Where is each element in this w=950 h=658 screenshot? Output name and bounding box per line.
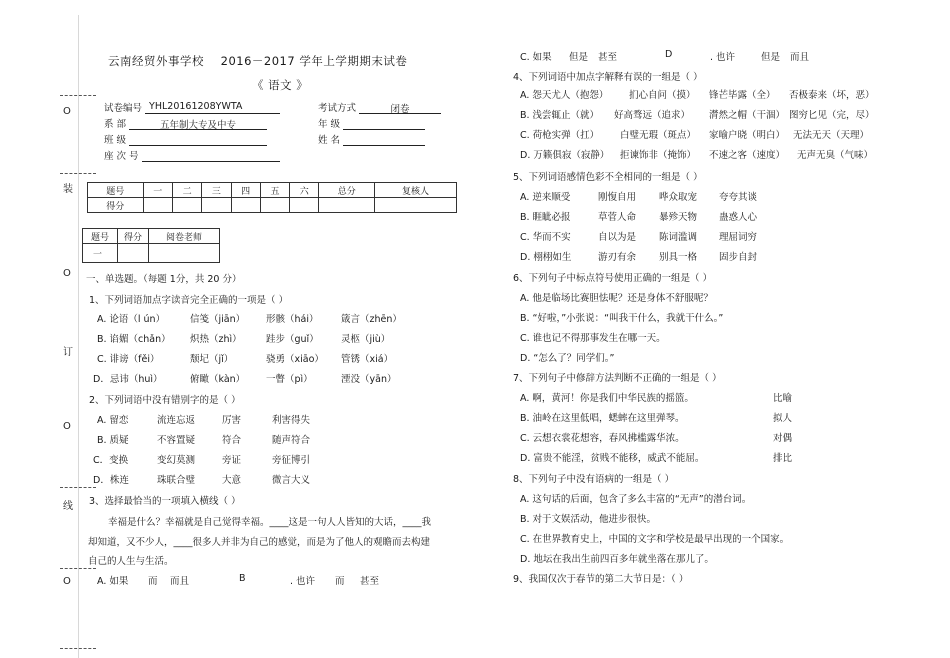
option-4c-2: 白璧无瑕（斑点） <box>620 130 697 141</box>
option-4b-3: 潸然之帽（干涸） <box>709 110 786 121</box>
option-5b-4: 蛊惑人心 <box>719 212 758 223</box>
option-3c-3: 甚至 <box>598 52 618 63</box>
question-2: 2、下列词语中没有错别字的是（ ） <box>89 395 241 406</box>
option-8a[interactable]: A. 这句话的后面，包含了多么丰富的“无声”的潜台词。 <box>520 494 752 505</box>
option-4d-4: 无声无臭（气味） <box>797 150 874 161</box>
option-8d[interactable]: D. 地坛在我出生前四百多年就坐落在那儿了。 <box>520 554 714 565</box>
option-4b-2: 好高骛远（追求） <box>614 110 691 121</box>
option-2a-2: 流连忘返 <box>157 415 196 426</box>
score-table-score-row <box>88 198 457 213</box>
section-heading: 一、单选题。（每题 1分，共 20 分） <box>86 274 242 285</box>
binding-dash <box>60 568 96 569</box>
school-year: 2016－2017 学年上学期期末试卷 <box>220 54 408 68</box>
option-1d-3: 一瞥（pì） <box>266 374 313 385</box>
option-7a[interactable]: A. 啊，黄河！你是我们中华民族的摇篮。 <box>520 393 694 404</box>
option-7d[interactable]: D. 富贵不能淫，贫贱不能移，威武不能屈。 <box>520 453 705 464</box>
grader-table-cell: 得分 <box>118 229 149 244</box>
binding-dash <box>60 487 96 488</box>
score-table-cell: 四 <box>231 183 260 198</box>
option-5b-2: 草菅人命 <box>598 212 637 223</box>
option-6a[interactable]: A. 他是临场比赛胆怯呢？还是身体不舒服呢？ <box>520 293 713 304</box>
option-1c-1[interactable]: C. 诽谤（fěi） <box>97 354 160 365</box>
option-3a-2: 而 <box>148 576 158 587</box>
score-input-cell[interactable] <box>375 198 457 213</box>
option-4b-1[interactable]: B. 浅尝辄止（就） <box>520 110 600 121</box>
option-2c-1[interactable]: C．变换 <box>93 455 129 466</box>
option-3a-3: 而且 <box>170 576 190 587</box>
score-input-cell[interactable] <box>290 198 319 213</box>
option-4c-1[interactable]: C. 荷枪实弹（扛） <box>520 130 600 141</box>
option-4c-3: 家喻户晓（明白） <box>709 130 786 141</box>
option-7d-device: 排比 <box>773 453 793 464</box>
option-2b-4: 随声符合 <box>272 435 311 446</box>
option-2b-2: 不容置疑 <box>157 435 196 446</box>
option-5d-3: 别具一格 <box>659 252 698 263</box>
binding-dash <box>60 648 96 649</box>
binding-mark: O <box>63 268 71 279</box>
option-2d-3: 大意 <box>222 475 242 486</box>
question-6: 6、下列句子中标点符号使用正确的一组是（ ） <box>513 273 713 284</box>
question-3: 3、选择最恰当的一项填入横线（ ） <box>89 496 241 507</box>
exam-number-label: 试卷编号 <box>104 103 143 114</box>
exam-mode-label: 考试方式 <box>318 103 357 114</box>
option-4d-3: 不速之客（速度） <box>709 150 786 161</box>
score-table-header-row <box>88 183 457 198</box>
option-3d-2: . 也许 <box>710 52 736 63</box>
grader-table <box>82 228 220 263</box>
grader-table-row <box>83 244 220 263</box>
option-6b[interactable]: B. “好啦，”小张说：“叫我干什么，我就干什么。” <box>520 313 724 324</box>
score-input-cell[interactable] <box>202 198 231 213</box>
option-5a-1[interactable]: A. 逆来顺受 <box>520 192 571 203</box>
question-3-passage-line3: 自己的人生与生活。 <box>88 556 174 567</box>
binding-mark: O <box>63 421 71 432</box>
question-5: 5、下列词语感情色彩不全相同的一组是（ ） <box>513 172 703 183</box>
option-8c[interactable]: C. 在世界教育史上，中国的文字和学校是最早出现的一个国家。 <box>520 534 790 545</box>
score-input-cell[interactable] <box>143 198 172 213</box>
exam-number-field: YHL20161208YWTA <box>145 101 280 114</box>
option-1d-2: 俯瞰（kàn） <box>190 374 246 385</box>
option-2b-3: 符合 <box>222 435 242 446</box>
option-2d-1[interactable]: D．株连 <box>93 475 129 486</box>
class-row <box>104 132 267 146</box>
option-1b-4: 灵柩（jiù） <box>341 334 391 345</box>
option-5a-2: 刚愎自用 <box>598 192 637 203</box>
option-1d-1[interactable]: D．忌讳（huì） <box>93 374 163 385</box>
option-1a-3: 形骸（hái） <box>266 314 319 325</box>
option-4d-2: 拒谏饰非（掩饰） <box>620 150 697 161</box>
binding-mark: 线 <box>63 501 73 512</box>
option-3c-1[interactable]: C. 如果 <box>520 52 552 63</box>
option-5c-2: 自以为是 <box>598 232 637 243</box>
option-5c-4: 理屈词穷 <box>719 232 758 243</box>
exam-mode-row <box>318 100 441 114</box>
name-label: 姓 名 <box>318 135 341 146</box>
score-table-cell: 复核人 <box>375 183 457 198</box>
option-7a-device: 比喻 <box>773 393 793 404</box>
grader-input-cell[interactable] <box>118 244 149 263</box>
dept-label: 系 部 <box>104 119 127 130</box>
question-4: 4、下列词语中加点字解释有误的一组是（ ） <box>513 72 703 83</box>
subject-title: 《 语文 》 <box>252 78 309 92</box>
option-1c-2: 颓圮（jǐ） <box>190 354 234 365</box>
option-4a-1[interactable]: A. 怨天尤人（抱怨） <box>520 90 609 101</box>
option-6d[interactable]: D. “怎么了？同学们。” <box>520 353 615 364</box>
option-1b-3: 跬步（guǐ） <box>266 334 319 345</box>
option-2a-1[interactable]: A. 留恋 <box>97 415 129 426</box>
score-input-cell[interactable] <box>319 198 375 213</box>
option-3c-2: 但是 <box>569 52 589 63</box>
score-input-cell[interactable] <box>260 198 289 213</box>
option-1a-1[interactable]: A. 论语（l ún） <box>97 314 166 325</box>
question-8: 8、下列句子中没有语病的一组是（ ） <box>513 474 675 485</box>
score-table-cell: 二 <box>172 183 201 198</box>
option-2d-4: 微言大义 <box>272 475 311 486</box>
option-7c-device: 对偶 <box>773 433 793 444</box>
option-7b[interactable]: B. 油岭在这里低唱，蟋蟀在这里弹琴。 <box>520 413 685 424</box>
score-table-cell: 得分 <box>88 198 144 213</box>
option-3b-3: 而 <box>335 576 345 587</box>
option-5d-1[interactable]: D. 栩栩如生 <box>520 252 572 263</box>
grade-row <box>318 116 425 130</box>
option-1c-4: 管锈（xiá） <box>341 354 394 365</box>
option-5b-3: 暴殄天物 <box>659 212 698 223</box>
option-4d-1[interactable]: D. 万籁俱寂（寂静） <box>520 150 610 161</box>
option-4c-4: 无法无天（天理） <box>793 130 870 141</box>
score-table <box>87 182 457 213</box>
question-3-passage-line2: 却知道，又不少人，____很多人并非为自己的感觉，而是为了他人的观瞻而去构建 <box>88 537 431 548</box>
option-7c[interactable]: C. 云想衣裳花想容，春风拂槛露华浓。 <box>520 433 685 444</box>
option-2c-2: 变幻莫测 <box>157 455 196 466</box>
binding-mark: O <box>63 106 71 117</box>
option-3a-1[interactable]: A. 如果 <box>97 576 129 587</box>
class-field[interactable] <box>129 133 267 146</box>
option-4b-4: 图穷匕见（完，尽） <box>789 110 875 121</box>
option-5d-2: 游刃有余 <box>598 252 637 263</box>
option-8b[interactable]: B. 对于文娱活动，他进步很快。 <box>520 514 657 525</box>
option-3b-1[interactable]: B <box>239 573 246 584</box>
score-input-cell[interactable] <box>172 198 201 213</box>
score-table-cell: 题号 <box>88 183 144 198</box>
name-field[interactable] <box>343 133 425 146</box>
score-table-cell: 三 <box>202 183 231 198</box>
option-5a-3: 哗众取宠 <box>659 192 698 203</box>
option-5c-1[interactable]: C. 华而不实 <box>520 232 571 243</box>
option-2b-1[interactable]: B. 质疑 <box>97 435 129 446</box>
exam-number-row <box>104 100 280 114</box>
option-3b-4: 甚至 <box>360 576 380 587</box>
binding-margin-line <box>78 15 79 658</box>
class-label: 班 级 <box>104 135 127 146</box>
option-1c-3: 骁勇（xiāo） <box>266 354 324 365</box>
option-3d-4: 而且 <box>790 52 810 63</box>
score-table-cell: 总分 <box>319 183 375 198</box>
grade-field[interactable] <box>343 117 425 130</box>
seat-label: 座 次 号 <box>104 151 139 162</box>
question-1: 1、下列词语加点字读音完全正确的一项是（ ） <box>89 295 289 306</box>
grader-input-cell[interactable] <box>149 244 220 263</box>
seat-field[interactable] <box>142 149 280 162</box>
option-6c[interactable]: C. 谁也记不得那事发生在哪一天。 <box>520 333 666 344</box>
option-2c-3: 旁证 <box>222 455 242 466</box>
binding-mark: 订 <box>63 347 73 358</box>
option-5b-1[interactable]: B. 睚眦必报 <box>520 212 571 223</box>
name-row <box>318 132 425 146</box>
option-2a-4: 利害得失 <box>272 415 311 426</box>
option-4a-4: 否极泰来（坏，恶） <box>789 90 875 101</box>
option-3d-3: 但是 <box>761 52 781 63</box>
binding-mark: 装 <box>63 184 73 195</box>
grade-label: 年 级 <box>318 119 341 130</box>
option-2a-3: 厉害 <box>222 415 242 426</box>
option-4a-2: 扪心自问（摸） <box>629 90 696 101</box>
option-1a-4: 箴言（zhēn） <box>341 314 402 325</box>
dept-field: 五年制大专及中专 <box>129 117 267 130</box>
option-1a-2: 信笺（jiān） <box>190 314 246 325</box>
grader-table-cell: 阅卷老师 <box>149 229 220 244</box>
binding-dash <box>60 95 96 96</box>
option-1b-2: 炽热（zhì） <box>190 334 242 345</box>
option-2d-2: 珠联合璧 <box>157 475 196 486</box>
exam-mode-field: 闭卷 <box>359 101 441 114</box>
option-5d-4: 固步自封 <box>719 252 758 263</box>
option-5c-3: 陈词滥调 <box>659 232 698 243</box>
exam-header <box>108 53 407 69</box>
score-table-cell: 五 <box>260 183 289 198</box>
option-7b-device: 拟人 <box>773 413 793 424</box>
option-1d-4: 湮没（yān） <box>341 374 397 385</box>
dept-row <box>104 116 267 130</box>
option-3d-1[interactable]: D <box>665 49 673 60</box>
score-input-cell[interactable] <box>231 198 260 213</box>
grader-table-cell: 题号 <box>83 229 118 244</box>
question-9: 9、我国仅次于春节的第二大节日是：（ ） <box>513 574 689 585</box>
option-4a-3: 锋芒毕露（全） <box>709 90 776 101</box>
binding-dash <box>60 173 96 174</box>
seat-row <box>104 148 280 162</box>
option-3b-2: . 也许 <box>290 576 316 587</box>
option-2c-4: 旁征博引 <box>272 455 311 466</box>
question-7: 7、下列句子中修辞方法判断不正确的一组是（ ） <box>513 373 722 384</box>
option-5a-4: 夸夸其谈 <box>719 192 758 203</box>
question-3-passage-line1: 幸福是什么？幸福就是自己觉得幸福。____这是一句人人皆知的大话，____我 <box>108 517 432 528</box>
score-table-cell: 六 <box>290 183 319 198</box>
option-1b-1[interactable]: B. 谄媚（chǎn） <box>97 334 171 345</box>
grader-table-header-row <box>83 229 220 244</box>
grader-table-cell: 一 <box>83 244 118 263</box>
score-table-cell: 一 <box>143 183 172 198</box>
binding-mark: O <box>63 576 71 587</box>
school-name: 云南经贸外事学校 <box>108 54 204 68</box>
